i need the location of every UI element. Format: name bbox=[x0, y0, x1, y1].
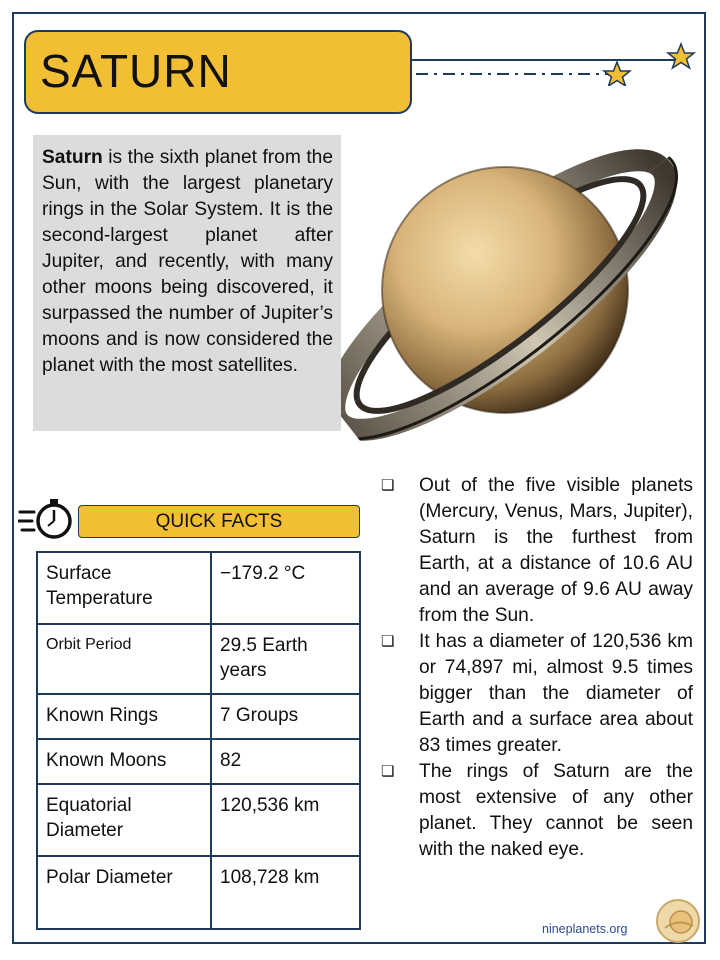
bullet-text: The rings of Saturn are the most extensive of any other planet. They cannot be seen with the naked eye. bbox=[419, 761, 693, 860]
fact-label: Polar Diameter bbox=[37, 856, 211, 929]
checkbox-bullet-icon: ❏ bbox=[381, 633, 395, 650]
quick-facts-table bbox=[36, 551, 361, 930]
fact-value: 120,536 km bbox=[211, 784, 360, 856]
list-item bbox=[375, 473, 693, 629]
bullet-text: It has a diameter of 120,536 km or 74,897 mi, almost 9.5 times bigger than the diameter of Earth and a surface area about 83 times greater. bbox=[419, 631, 693, 756]
table-row bbox=[37, 856, 360, 929]
fact-value: 82 bbox=[211, 739, 360, 784]
fact-value: 108,728 km bbox=[211, 856, 360, 929]
list-item bbox=[375, 759, 693, 863]
checkbox-bullet-icon: ❏ bbox=[381, 477, 395, 494]
intro-paragraph bbox=[33, 135, 341, 431]
list-item bbox=[375, 629, 693, 759]
fact-value: −179.2 °C bbox=[211, 552, 360, 624]
fact-label: Known Moons bbox=[37, 739, 211, 784]
quick-facts-heading: QUICK FACTS bbox=[78, 505, 360, 538]
fact-label: Orbit Period bbox=[37, 624, 211, 694]
table-row bbox=[37, 694, 360, 739]
bullet-text: Out of the five visible planets (Mercury, Venus, Mars, Jupiter), Saturn is the furthest from Earth, at a distance of 10.6 AU and an average of 9.6 AU away from the Sun. bbox=[419, 475, 693, 626]
fact-label: Surface Temperature bbox=[37, 552, 211, 624]
table-row bbox=[37, 624, 360, 694]
intro-bold-term: Saturn bbox=[42, 147, 103, 168]
facts-bullet-list bbox=[375, 473, 693, 863]
fact-label: Equatorial Diameter bbox=[37, 784, 211, 856]
fact-label: Known Rings bbox=[37, 694, 211, 739]
nineplanets-logo bbox=[655, 898, 701, 944]
saturn-illustration bbox=[300, 95, 720, 495]
page-title: SATURN bbox=[40, 45, 232, 97]
table-row bbox=[37, 784, 360, 856]
fact-value: 7 Groups bbox=[211, 694, 360, 739]
intro-text: is the sixth planet from the Sun, with the largest planetary rings in the Solar System. It is the second-largest planet after Jupiter, and recently, with many other moons being discovered, it surpassed the number of Jupiter’s moons and is now considered the planet with the most satellites. bbox=[42, 147, 333, 376]
footer-site-link[interactable]: nineplanets.org bbox=[542, 922, 628, 936]
stopwatch-icon bbox=[18, 496, 74, 544]
checkbox-bullet-icon: ❏ bbox=[381, 763, 395, 780]
fact-value: 29.5 Earth years bbox=[211, 624, 360, 694]
title-decoration bbox=[410, 36, 710, 86]
star-icon bbox=[668, 44, 694, 68]
star-icon bbox=[604, 62, 630, 86]
table-row bbox=[37, 739, 360, 784]
table-row bbox=[37, 552, 360, 624]
